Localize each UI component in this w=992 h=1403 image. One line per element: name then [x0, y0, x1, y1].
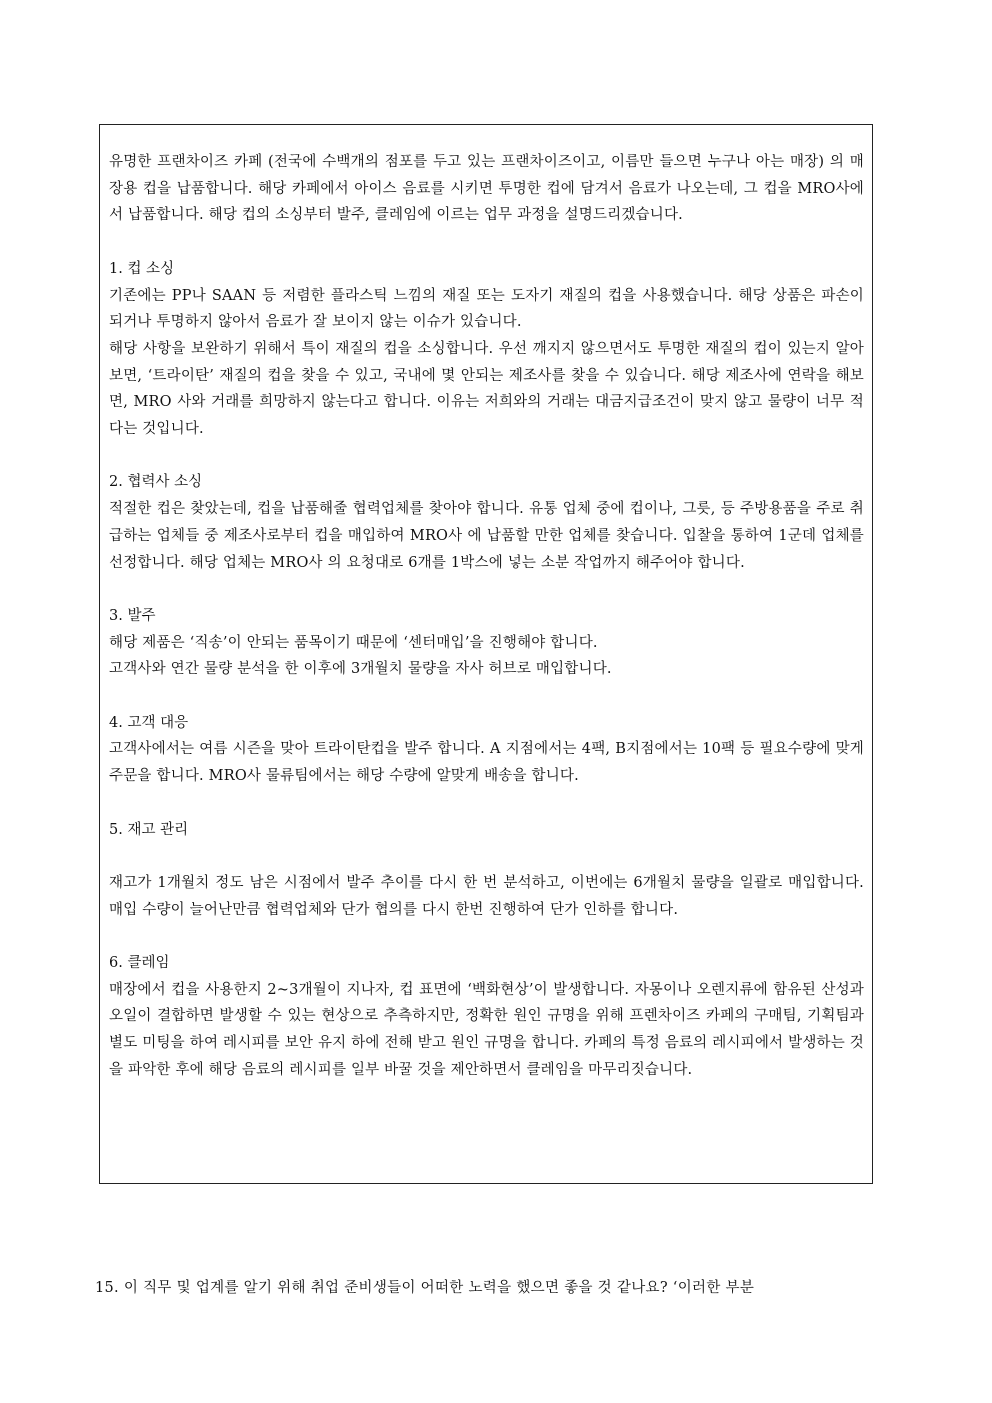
spacer	[109, 576, 864, 603]
question-15: 15. 이 직무 및 업계를 알기 위해 취업 준비생들이 어떠한 노력을 했으면 좋을 것 같나요? ‘이러한 부분	[95, 1280, 755, 1296]
intro-paragraph: 유명한 프랜차이즈 카페 (전국에 수백개의 점포를 두고 있는 프랜차이즈이고, 이름만 들으면 누구나 아는 매장) 의 매장용 컵을 납품합니다. 해당 카페에서 아이스 음료를 시키면 투명한 컵에 담겨서 음료가 나오는데, 그 컵을 MRO사에서 납품합니다. 해당 컵의 소싱부터 발주, 클레임에 이르는 업무 과정을 설명드리겠습니다.	[109, 154, 864, 224]
spacer	[109, 923, 864, 950]
section-paragraph: 해당 제품은 ‘직송’이 안되는 품목이기 때문에 ‘센터매입’을 진행해야 합니다.	[109, 634, 598, 651]
spacer	[109, 790, 864, 817]
spacer	[109, 229, 864, 256]
section-paragraph: 고객사와 연간 물량 분석을 한 이후에 3개월치 물량을 자사 허브로 매입합니다.	[109, 661, 612, 678]
section-heading: 2. 협력사 소싱	[109, 474, 203, 491]
section-cup-sourcing	[109, 256, 864, 443]
section-heading: 6. 클레임	[109, 954, 170, 971]
section-paragraph: 해당 사항을 보완하기 위해서 특이 재질의 컵을 소싱합니다. 우선 깨지지 않으면서도 투명한 재질의 컵이 있는지 알아보면, ‘트라이탄’ 재질의 컵을 찾을 수 있고, 국내에 몇 안되는 제조사를 찾을 수 있습니다. 해당 제조사에 연락을 해보면, MRO 사와 거래를 희망하지 않는다고 합니다. 이유는 저희와의 거래는 대금지급조건이 맞지 않고 물량이 너무 적다는 것입니다.	[109, 340, 864, 438]
spacer	[109, 683, 864, 710]
section-heading: 3. 발주	[109, 607, 156, 624]
spacer	[109, 843, 864, 870]
section-paragraph: 재고가 1개월치 정도 남은 시점에서 발주 추이를 다시 한 번 분석하고, 이번에는 6개월치 물량을 일괄로 매입합니다. 매입 수량이 늘어난만큼 협력업체와 단가 협의를 다시 한번 진행하여 단가 인하를 합니다.	[109, 874, 864, 918]
section-heading: 1. 컵 소싱	[109, 260, 175, 277]
section-paragraph: 매장에서 컵을 사용한지 2~3개월이 지나자, 컵 표면에 ‘백화현상’이 발생합니다. 자몽이나 오렌지류에 함유된 산성과 오일이 결합하면 발생할 수 있는 현상으로 추측하지만, 정확한 원인 규명을 위해 프렌차이즈 카페의 구매팀, 기획팀과 별도 미팅을 하여 레시피를 보안 유지 하에 전해 받고 원인 규명을 합니다. 카페의 특정 음료의 레시피에서 발생하는 것을 파악한 후에 해당 음료의 레시피를 일부 바꿀 것을 제안하면서 클레임을 마무리짓습니다.	[109, 981, 864, 1078]
section-paragraph: 고객사에서는 여름 시즌을 맞아 트라이탄컵을 발주 합니다. A 지점에서는 4팩, B지점에서는 10팩 등 필요수량에 맞게 주문을 합니다. MRO사 물류팀에서는 해당 수량에 알맞게 배송을 합니다.	[109, 741, 864, 785]
section-claim	[109, 950, 864, 1084]
section-ordering	[109, 603, 864, 683]
section-paragraph: 기존에는 PP나 SAAN 등 저렴한 플라스틱 느낌의 재질 또는 도자기 재질의 컵을 사용했습니다. 해당 상품은 파손이 되거나 투명하지 않아서 음료가 잘 보이지 않는 이슈가 있습니다.	[109, 287, 864, 331]
section-heading: 5. 재고 관리	[109, 821, 189, 838]
section-heading: 4. 고객 대응	[109, 714, 189, 731]
spacer	[109, 443, 864, 470]
section-customer-response	[109, 710, 864, 790]
section-inventory	[109, 817, 864, 924]
answer-box	[99, 124, 873, 1184]
section-paragraph: 적절한 컵은 찾았는데, 컵을 납품해줄 협력업체를 찾아야 합니다. 유통 업체 중에 컵이나, 그릇, 등 주방용품을 주로 취급하는 업체들 중 제조사로부터 컵을 매입하여 MRO사 에 납품할 만한 업체를 찾습니다. 입찰을 통하여 1군데 업체를 선정합니다. 해당 업체는 MRO사 의 요청대로 6개를 1박스에 넣는 소분 작업까지 해주어야 합니다.	[109, 501, 864, 571]
section-partner-sourcing	[109, 469, 864, 576]
